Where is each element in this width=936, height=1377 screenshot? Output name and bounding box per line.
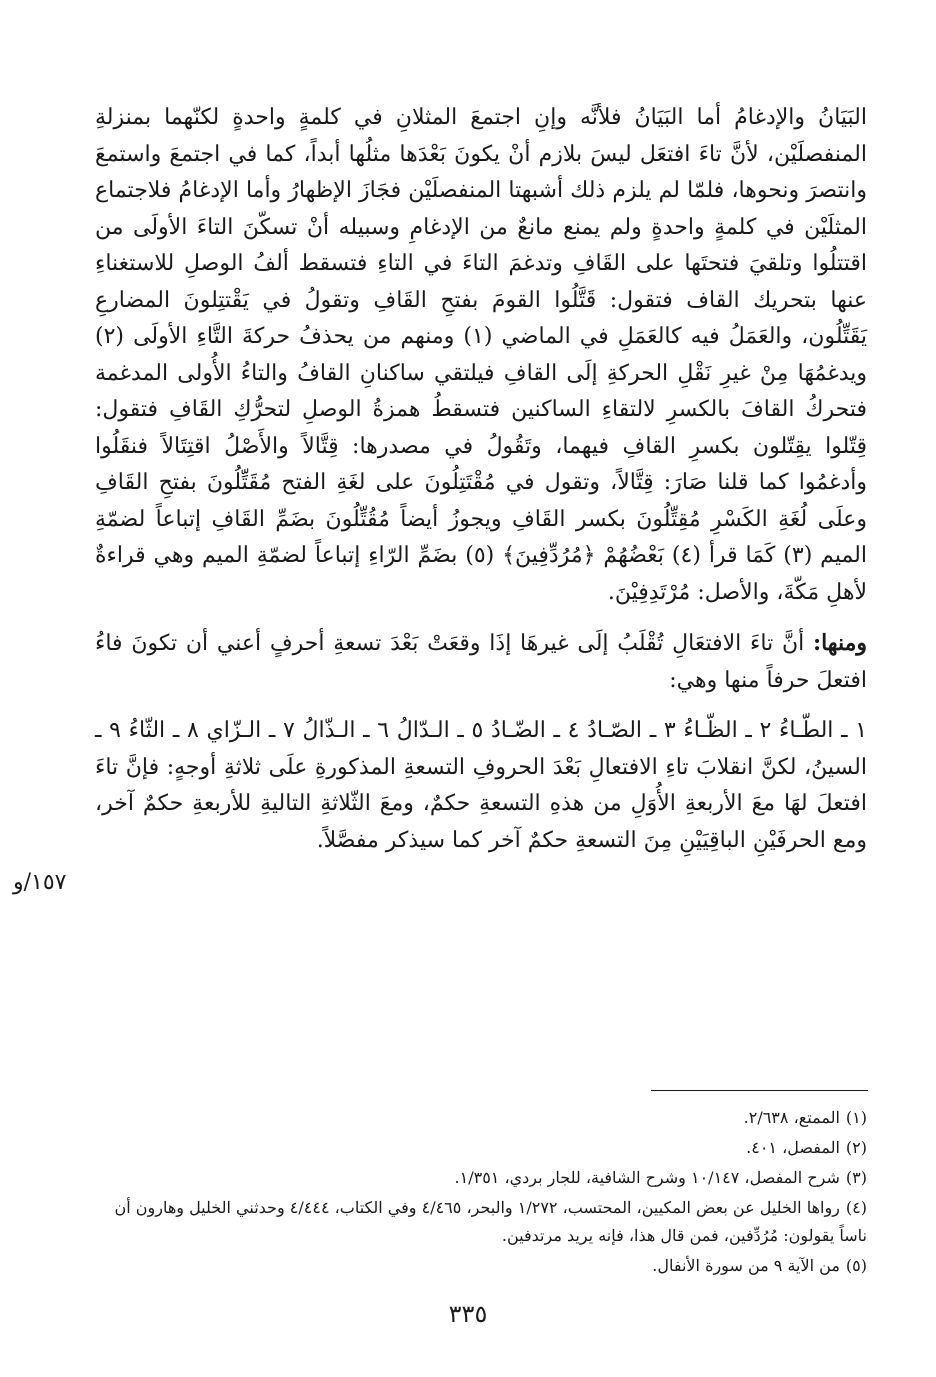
paragraph-3: ١ ـ الطّـاءُ ٢ ـ الظّـاءُ ٣ ـ الصّـادُ ٤ ـ الضّـادُ ٥ ـ الـدّالُ ٦ ـ الـذّالُ ٧ ـ الـزّاي ٨ ـ الثّاءُ ٩ ـ السينُ، لكنَّ انقلابَ تاءِ الافتعالِ بَعْدَ الحروفِ التسعةِ المذكورةِ علَى ثلاثةِ أوجهٍ: فإنَّ تاءَ افتعلَ لهَا معَ الأربعةِ الأُوَلِ من هذهِ التسعةِ حكمٌ، ومعَ الثّلاثةِ التاليةِ للأربعةِ حكمٌ آخر، ومع الحرفَيْنِ الباقِيَيْنِ مِنَ التسعةِ حكمٌ آخر كما سيذكر مفصَّلاً.: [95, 718, 868, 853]
paragraph-2: [95, 625, 867, 699]
footnote-text: رواها الخليل عن بعض المكيين، المحتسب، ١/٢٧٢ والبحر، ٤/٤٦٥ وفي الكتاب، ٤/٤٤٤ وحدثني الخليل وهارون أن ناساً يقولون: مُرُدِّفين، فمن قال هذا، فإنه يريد مرتدفين.: [114, 1198, 867, 1245]
footnote-number: (٤): [845, 1198, 867, 1217]
footnote-number: (٢): [845, 1138, 867, 1157]
manuscript-folio-ref: ١٥٧/و: [13, 870, 67, 895]
paragraph-2-text: أنَّ تاءَ الافتعَالِ تُقْلَبُ إلَى غيرهَا إذَا وقعَتْ بَعْدَ تسعةِ أحرفٍ أعني أن تكونَ فاءُ افتعلَ حرفاً منها وهي:: [95, 631, 867, 693]
footnote: [95, 1252, 867, 1280]
footnote: [95, 1194, 867, 1250]
paragraph-2-lead: ومنها:: [812, 630, 867, 656]
footnotes: [95, 1104, 867, 1282]
footnote: [95, 1164, 867, 1192]
footnote-text: الممتع، ٢/٦٣٨.: [743, 1108, 840, 1127]
footnote-number: (٥): [845, 1256, 867, 1275]
paragraph-1: البَيَانُ والإدغامُ أما البَيَانُ فلأنَّه وإنِ اجتمعَ المثلانِ في كلمةٍ واحدةٍ لكنّهما بمنزلةِ المنفصلَيْن، لأنَّ تاءَ افتعَل ليسَ بلازم أنْ يكونَ بَعْدَها مثلُها أبداً، كما في اجتمعَ واستمعَ وانتصرَ ونحوها، فلمّا لم يلزم ذلك أشبهتا المنفصلَيْن فجَازَ الإظهارُ وأما الإدغامُ فلاجتماع المثلَيْن في كلمةٍ واحدةٍ ولم يمنع مانعٌ من الإدغامِ وسبيله أنْ تسكّنَ التاءَ الأولَى من اقتتلُوا وتلقيَ فتحتَها على القَافِ وتدغمَ التاءَ في التاءِ فتسقط ألفُ الوصلِ للاستغناءِ عنها بتحريك القاف فتقول: قَتَّلُوا القومَ بفتحِ القَافِ وتقولُ في يَقْتتِلونَ المضارعِ يَقَتِّلُون، والعَمَلُ فيه كالعَمَلِ في الماضي (١) ومنهم من يحذفُ حركةَ التَّاءِ الأولَى (٢) ويدغمُهَا مِنْ غيرِ نَقْلِ الحركةِ إلَى القافِ فيلتقي ساكنانِ القافُ والتاءُ الأُولى المدغمة فتحركُ القافَ بالكسرِ لالتقاءِ الساكنين فتسقطُ همزةُ الوصلِ لتحرُّكِ القَافِ فتقول: قِتّلوا يقِتّلون بكسرِ القافِ فيهما، وتَقُولُ في مصدرها: قِتَّالاً والأَصْلُ اقتِتَالاً فنقَلُوا وأدغمُوا كما قلنا صَارَ: قِتَّالاً، وتقول في مُقْتَتِلُونَ على لغَةِ الفتح مُقَتِّلُونَ بفتحِ القَافِ وعلَى لُغَةِ الكَسْرِ مُقِتِّلُونَ بكسر القَافِ ويجوزُ أيضاً مُقُتِّلُونَ بضَمِّ القَافِ إتباعاً لضمّةِ الميم (٣) كَمَا قرأ (٤) بَعْضُهُمْ ﴿مُرُدِّفِينَ﴾ (٥) بضَمِّ الرّاءِ إتباعاً لضمّةِ الميم وهي قراءةٌ لأهلِ مَكّةَ، والأصل: مُرْتَدِفِيْنَ.: [95, 105, 868, 605]
footnote-text: من الآية ٩ من سورة الأنفال.: [652, 1256, 840, 1275]
footnote: [95, 1104, 867, 1132]
footnote-number: (٣): [845, 1168, 867, 1187]
footnote-text: المفصل، ٤٠١.: [746, 1138, 840, 1157]
page-number: ٣٣٥: [448, 1300, 488, 1328]
footnote: [95, 1134, 867, 1162]
footnote-number: (١): [845, 1108, 867, 1127]
footnote-text: شرح المفصل، ١٠/١٤٧ وشرح الشافية، للجار بردي، ١/٣٥١.: [454, 1168, 840, 1187]
main-text: [13, 100, 868, 895]
footnote-divider: [651, 1090, 868, 1091]
